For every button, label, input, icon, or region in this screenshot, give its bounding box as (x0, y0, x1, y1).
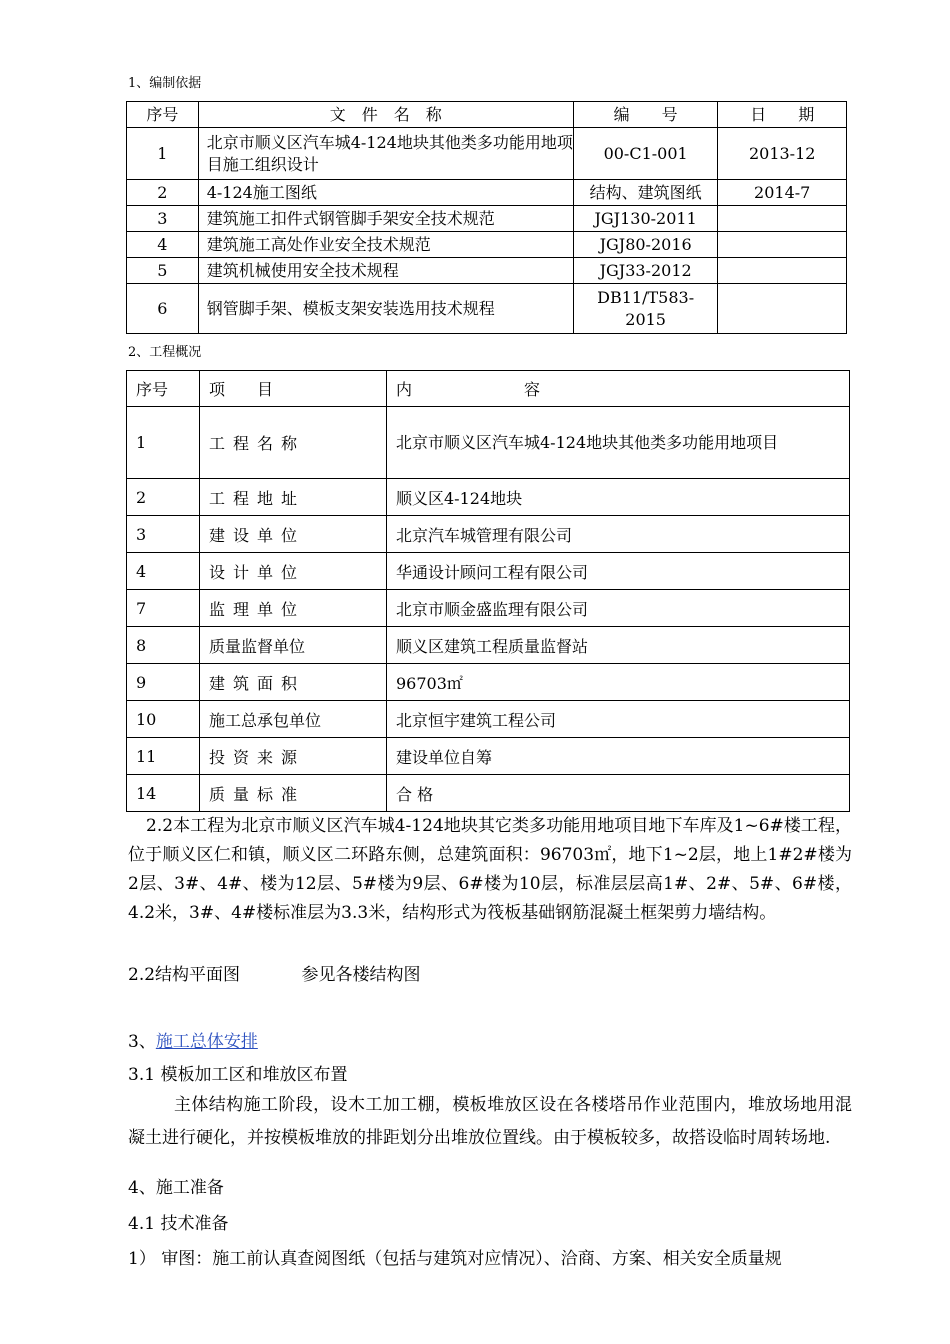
row-item: 建筑面积 (200, 664, 387, 701)
table-row (127, 479, 850, 516)
row-item: 质量监督单位 (200, 627, 387, 664)
table-row (127, 553, 850, 590)
section3-heading (128, 1027, 258, 1052)
row-content: 96703㎡ (387, 664, 850, 701)
structure-plan-label: 2.2结构平面图 (128, 965, 241, 985)
row-date (718, 232, 847, 258)
row-name: 4-124施工图纸 (198, 180, 573, 206)
row-content: 北京市顺义区汽车城4-124地块其他类多功能用地项目 (387, 407, 850, 479)
row-item: 质量标准 (200, 775, 387, 812)
section2-heading: 2、工程概况 (128, 345, 202, 360)
basis-table (126, 101, 847, 334)
row-content: 建设单位自筹 (387, 738, 850, 775)
table-row (127, 128, 847, 180)
row-date: 2013-12 (718, 128, 847, 180)
row-code: DB11/T583-2015 (573, 284, 718, 334)
row-content: 华通设计顾问工程有限公司 (387, 553, 850, 590)
row-name: 建筑机械使用安全技术规程 (198, 258, 573, 284)
table-row (127, 516, 850, 553)
row-date (718, 284, 847, 334)
row-no: 4 (127, 232, 199, 258)
header-no: 序号 (127, 102, 199, 128)
section41-heading: 4.1 技术准备 (128, 1214, 229, 1234)
row-content: 北京汽车城管理有限公司 (387, 516, 850, 553)
table-row (127, 180, 847, 206)
table-row (127, 284, 847, 334)
header-content: 内 容 (387, 371, 850, 407)
table-row (127, 407, 850, 479)
row-item: 设计单位 (200, 553, 387, 590)
row-no: 1 (127, 128, 199, 180)
section4-heading: 4、施工准备 (128, 1178, 224, 1198)
row-content: 合 格 (387, 775, 850, 812)
table-row (127, 258, 847, 284)
section31-heading: 3.1 模板加工区和堆放区布置 (128, 1065, 348, 1085)
row-content: 北京市顺金盛监理有限公司 (387, 590, 850, 627)
row-no: 11 (127, 738, 200, 775)
table-header-row (127, 371, 850, 407)
row-no: 7 (127, 590, 200, 627)
row-content: 北京恒宇建筑工程公司 (387, 701, 850, 738)
row-date: 2014-7 (718, 180, 847, 206)
row-code: 00-C1-001 (573, 128, 718, 180)
section3-number: 3、 (128, 1032, 156, 1052)
header-date: 日 期 (718, 102, 847, 128)
list-item: 1） 审图：施工前认真查阅图纸（包括与建筑对应情况）、洽商、方案、相关安全质量规 (128, 1249, 782, 1269)
header-name: 文 件 名 称 (198, 102, 573, 128)
row-no: 10 (127, 701, 200, 738)
row-content: 顺义区4-124地块 (387, 479, 850, 516)
row-item: 工程名称 (200, 407, 387, 479)
row-no: 2 (127, 180, 199, 206)
row-no: 9 (127, 664, 200, 701)
row-item: 施工总承包单位 (200, 701, 387, 738)
row-name: 北京市顺义区汽车城4-124地块其他类多功能用地项目施工组织设计 (198, 128, 573, 180)
row-item: 监理单位 (200, 590, 387, 627)
row-no: 4 (127, 553, 200, 590)
row-no: 6 (127, 284, 199, 334)
structure-plan-line (128, 960, 420, 985)
structure-plan-value: 参见各楼结构图 (301, 965, 421, 985)
table-row (127, 206, 847, 232)
table-row (127, 232, 847, 258)
row-code: JGJ130-2011 (573, 206, 718, 232)
row-date (718, 258, 847, 284)
header-item: 项 目 (200, 371, 387, 407)
row-no: 14 (127, 775, 200, 812)
section3-link[interactable]: 施工总体安排 (155, 1032, 258, 1052)
table-row (127, 738, 850, 775)
row-item: 建设单位 (200, 516, 387, 553)
row-content: 顺义区建筑工程质量监督站 (387, 627, 850, 664)
row-code: 结构、建筑图纸 (573, 180, 718, 206)
table-row (127, 590, 850, 627)
header-code: 编 号 (573, 102, 718, 128)
row-item: 投资来源 (200, 738, 387, 775)
row-code: JGJ33-2012 (573, 258, 718, 284)
formwork-area-paragraph: 主体结构施工阶段，设木工加工棚，模板堆放区设在各楼塔吊作业范围内，堆放场地用混凝土进行硬化，并按模板堆放的排距划分出堆放位置线。由于模板较多，故搭设临时周转场地. (128, 1095, 852, 1148)
row-name: 建筑施工高处作业安全技术规范 (198, 232, 573, 258)
table-row (127, 701, 850, 738)
project-description-paragraph: 2.2本工程为北京市顺义区汽车城4-124地块其它类多功能用地项目地下车库及1~6#楼工程，位于顺义区仁和镇，顺义区二环路东侧，总建筑面积：96703㎡，地下1~2层，地上1#2#楼为2层、3#、4#、楼为12层、5#楼为9层、6#楼为10层，标准层层高1#、2#、5#、6#楼，4.2米，3#、4#楼标准层为3.3米，结构形式为筏板基础钢筋混凝土框架剪力墙结构。 (128, 816, 852, 923)
row-name: 建筑施工扣件式钢管脚手架安全技术规范 (198, 206, 573, 232)
row-item: 工程地址 (200, 479, 387, 516)
row-no: 8 (127, 627, 200, 664)
overview-table (126, 370, 850, 812)
row-date (718, 206, 847, 232)
table-row (127, 627, 850, 664)
table-row (127, 664, 850, 701)
header-no: 序号 (127, 371, 200, 407)
row-no: 2 (127, 479, 200, 516)
table-row (127, 775, 850, 812)
section1-heading: 1、编制依据 (128, 76, 202, 91)
row-no: 3 (127, 206, 199, 232)
row-code: JGJ80-2016 (573, 232, 718, 258)
row-no: 1 (127, 407, 200, 479)
row-no: 3 (127, 516, 200, 553)
row-name: 钢管脚手架、模板支架安装选用技术规程 (198, 284, 573, 334)
table-header-row (127, 102, 847, 128)
row-no: 5 (127, 258, 199, 284)
